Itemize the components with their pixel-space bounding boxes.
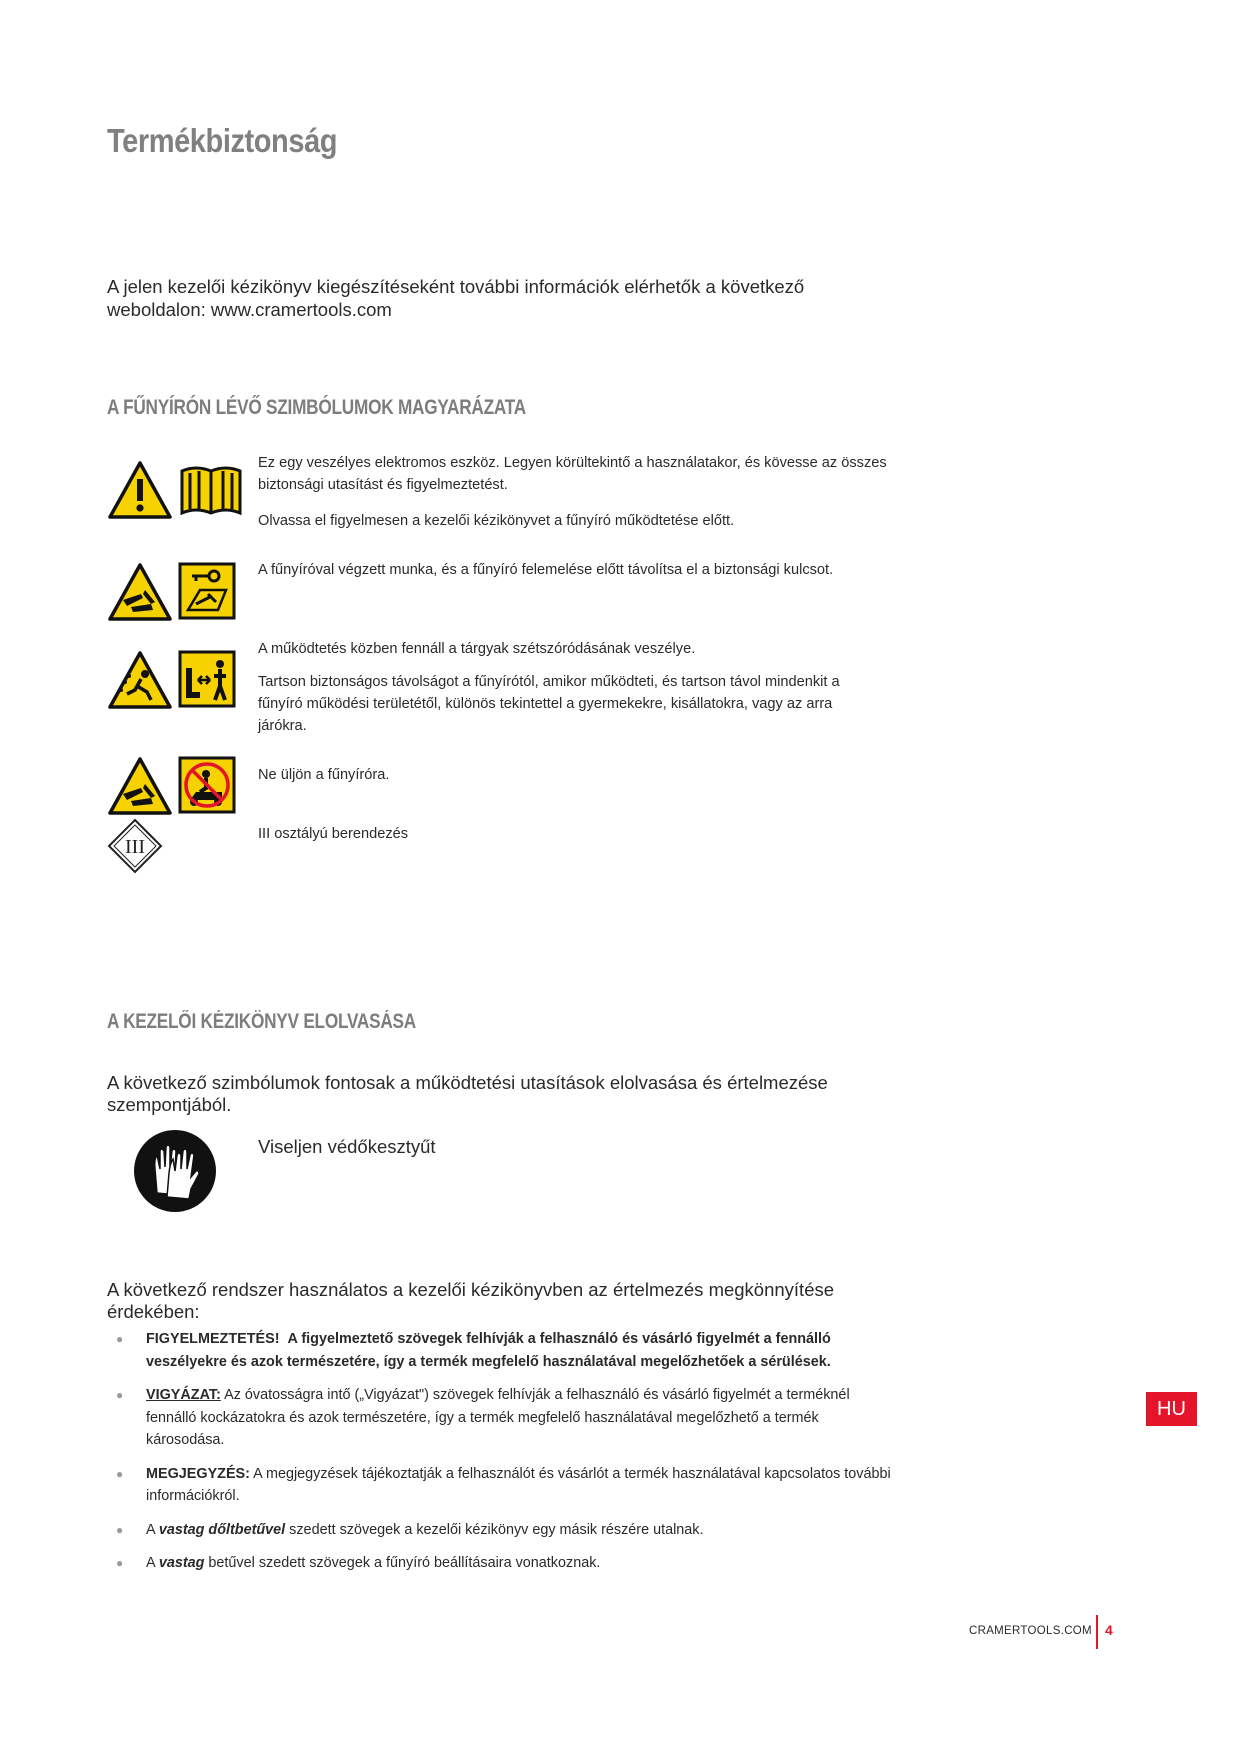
symbol-text-no-riding: Ne üljön a fűnyíróra.: [258, 767, 390, 783]
note-text: A megjegyzések tájékoztatják a felhasználót és vásárlót a termék használatával kapcsolatos további információkról.: [146, 1465, 891, 1504]
symbol-text-read-manual: Olvassa el figyelmesen a kezelői kézikönyvet a fűnyíró működtetése előtt.: [258, 513, 735, 529]
list-item-note: [107, 1463, 897, 1508]
gloves-label: Viseljen védőkesztyűt: [258, 1136, 436, 1157]
bold-text: betűvel szedett szövegek a fűnyíró beállításaira vonatkoznak.: [204, 1555, 601, 1571]
bold-italic-text: szedett szövegek a kezelői kézikönyv egy másik részére utalnak.: [285, 1521, 704, 1538]
symbol-text-safety-key: A fűnyíróval végzett munka, és a fűnyíró felemelése előtt távolítsa el a biztonsági kulcsot.: [258, 562, 834, 578]
class-iii-icon: [107, 818, 163, 874]
no-riding-icon: [178, 756, 236, 814]
class-iii-label: III: [125, 836, 145, 858]
symbol-text-class-iii: III osztályú berendezés: [258, 826, 409, 842]
list-item-bold: [107, 1552, 897, 1575]
page-number: 4: [1105, 1622, 1113, 1638]
warning-label: FIGYELMEZTETÉS!: [146, 1331, 280, 1347]
blade-hazard-icon-2: [107, 756, 173, 816]
symbol-text-thrown-objects: A működtetés közben fennáll a tárgyak szétszóródásának veszélye.: [258, 641, 696, 657]
manual-symbols-intro: A következő szimbólumok fontosak a működtetési utasítások elolvasása és értelmezése szempontjából.: [107, 1072, 828, 1115]
blade-hazard-icon: [107, 562, 173, 622]
bold-prefix: A: [146, 1555, 159, 1571]
caution-label: VIGYÁZAT:: [146, 1387, 221, 1403]
page-title: Termékbiztonság: [107, 122, 338, 159]
symbols-section-heading: A FŰNYÍRÓN LÉVŐ SZIMBÓLUMOK MAGYARÁZATA: [107, 396, 526, 419]
footer-website: CRAMERTOOLS.COM: [969, 1625, 1092, 1637]
symbol-text-hazard: Ez egy veszélyes elektromos eszköz. Legyen körültekintő a használatakor, és kövesse az összes biztonsági utasítást és figyelmeztetést.: [258, 455, 887, 493]
general-warning-icon: [107, 460, 173, 520]
footer-divider: [1096, 1615, 1098, 1649]
thrown-objects-icon: [107, 650, 173, 710]
caution-text: Az óvatosságra intő („Vigyázat") szövegek felhívják a felhasználó és vásárló figyelmét a terméknél fennálló kockázatokra és azok természetére, így a termék megfelelő használatával megelőzhető a termék károsodása.: [146, 1387, 850, 1448]
read-manual-icon: [178, 463, 244, 516]
intro-line-2: weboldalon: www.cramertools.com: [107, 299, 392, 320]
list-item-bold-italic: [107, 1519, 897, 1542]
list-item-warning: [107, 1328, 897, 1373]
keep-distance-icon: [178, 650, 236, 708]
bullet: ●: [116, 1466, 124, 1481]
symbol-text-keep-distance: Tartson biztonságos távolságot a fűnyírótól, amikor működteti, és tartson távol mindenkit a fűnyíró működési területétől, különös tekintettel a gyermekekre, kisállatokra, vagy az arra járókra.: [258, 674, 840, 734]
bullet: ●: [116, 1556, 124, 1570]
bold-italic-label: vastag dőltbetűvel: [158, 1521, 286, 1538]
bullet: ●: [116, 1522, 124, 1537]
remove-key-icon: [178, 562, 236, 620]
intro-line-1: A jelen kezelői kézikönyv kiegészítéseként további információk elérhetők a következő: [107, 276, 805, 297]
bullet: ●: [116, 1388, 124, 1402]
bold-label: vastag: [158, 1555, 205, 1571]
intro-text: [107, 275, 887, 321]
system-intro: A következő rendszer használatos a kezelői kézikönyvben az értelmezés megkönnyítése érdekében:: [107, 1279, 835, 1322]
gloves-icon: [133, 1129, 217, 1213]
manual-section-heading: A KEZELŐI KÉZIKÖNYV ELOLVASÁSA: [107, 1010, 416, 1033]
warning-text: A figyelmeztető szövegek felhívják a felhasználó és vásárló figyelmét a fennálló veszélyekre és azok természetére, így a termék megfelelő használatával megelőzhetőek a sérülések.: [146, 1331, 831, 1370]
conventions-list: [107, 1328, 897, 1586]
language-tab: HU: [1146, 1392, 1197, 1426]
note-label: MEGJEGYZÉS:: [146, 1465, 250, 1482]
bullet: ●: [116, 1332, 124, 1346]
bold-italic-prefix: A: [146, 1521, 159, 1538]
list-item-caution: [107, 1384, 897, 1452]
